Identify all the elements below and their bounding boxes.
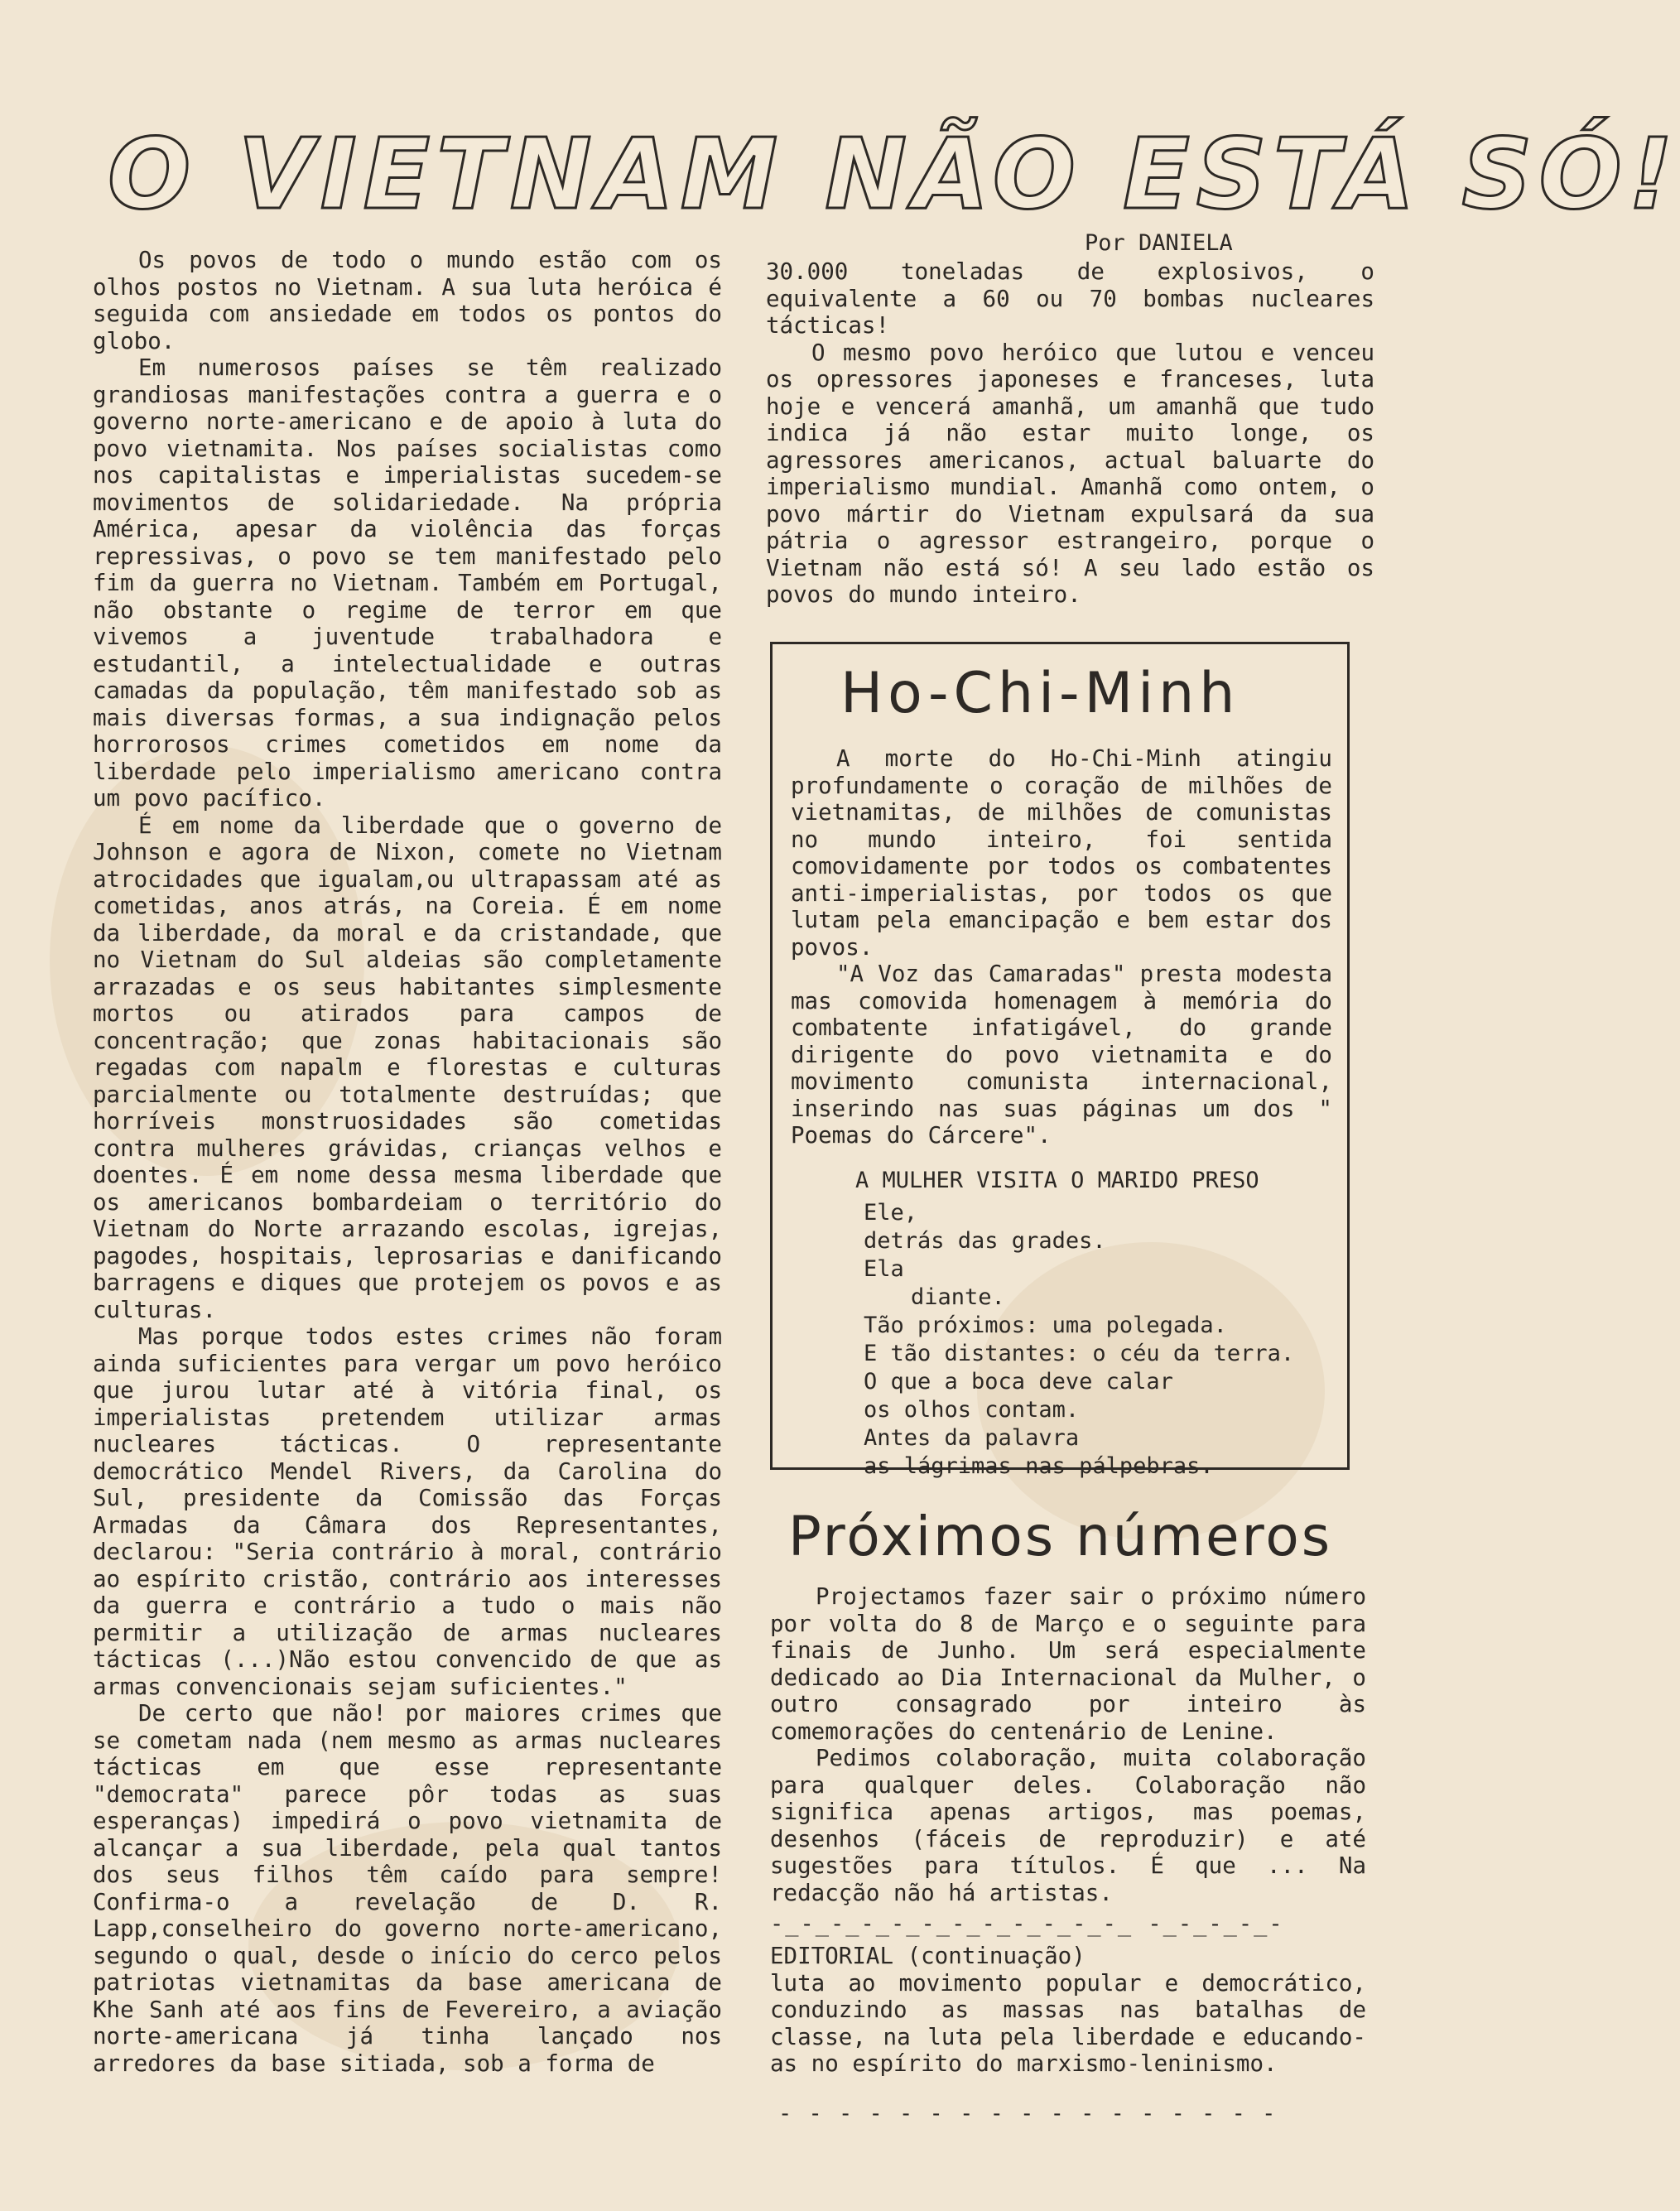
paragraph: Mas porque todos estes crimes não foram ainda suficientes para vergar um povo heróico que jurou lutar até à vitória final, os imperialistas pretendem utilizar armas nucleares tácticas. O representante democrático Mendel Rivers, da Carolina do Sul, presidente da Comissão das Forças Armadas da Câmara dos Representantes, declarou: "Seria contrário à moral, contrário ao espírito cristão, contrário aos interesses da guerra e contrário a tudo o mais não permitir a utilização de armas nucleares tácticas (...)Não estou convencido de que as armas convencionais sejam suficientes." bbox=[93, 1323, 722, 1700]
paragraph: 30.000 toneladas de explosivos, o equivalente a 60 ou 70 bombas nucleares tácticas! bbox=[766, 258, 1374, 339]
editorial-heading: EDITORIAL (continuação) bbox=[770, 1943, 1086, 1969]
poem-line: diante. bbox=[911, 1284, 1005, 1310]
editorial-text: luta ao movimento popular e democrático, conduzindo as massas nas batalhas de classe, na luta pela liberdade e educando-as no espírito do marxismo-leninismo. bbox=[770, 1969, 1366, 2077]
paragraph: Os povos de todo o mundo estão com os olhos postos no Vietnam. A sua luta heróica é seguida com ansiedade em todos os pontos do globo. bbox=[93, 247, 722, 354]
paragraph: De certo que não! por maiores crimes que se cometam nada (nem mesmo as armas nucleares tácticas em que esse representante "democrata" parece pôr todas as suas esperanças) impedirá o povo vietnamita de alcançar a sua liberdade, pela qual tantos dos seus filhos têm caído para sempre! Confirma-o a revelação de D. R. Lapp,conselheiro do governo norte-americano, segundo o qual, desde o início do cerco pelos patriotas vietnamitas da base americana de Khe Sanh até aos fins de Fevereiro, a aviação norte-americana já tinha lançado nos arredores da base sitiada, sob a forma de bbox=[93, 1700, 722, 2077]
poem-line: Ela bbox=[864, 1256, 904, 1282]
paragraph: É em nome da liberdade que o governo de Johnson e agora de Nixon, comete no Vietnam atrocidades que igualam,ou ultrapassam até as cometidas, anos atrás, na Coreia. É em nome da liberdade, da moral e da cristandade, que no Vietnam do Sul aldeias são completamente arrazadas e os seus habitantes simplesmente mortos ou atirados para campos de concentração; que zonas habitacionais são regadas com napalm e florestas e culturas parcialmente ou totalmente destruídas; que horríveis monstruosidades são cometidas contra mulheres grávidas, crianças velhos e doentes. É em nome dessa mesma liberdade que os americanos bombardeiam o território do Vietnam do Norte arrazando escolas, igrejas, pagodes, hospitais, leprosarias e danificando barragens e diques que protejem os povos e as culturas. bbox=[93, 812, 722, 1323]
divider: - - - - - - - - - - - - - - - - - bbox=[778, 2100, 1278, 2127]
box-title: Ho-Chi-Minh bbox=[840, 661, 1240, 726]
poem-title: A MULHER VISITA O MARIDO PRESO bbox=[855, 1167, 1259, 1193]
poem-line: Antes da palavra bbox=[864, 1425, 1080, 1451]
paragraph: "A Voz das Camaradas" presta modesta mas comovida homenagem à memória do combatente infatigável, do grande dirigente do povo vietnamita e do movimento comunista internacional, inserindo nas suas páginas um dos " Poemas do Cárcere". bbox=[791, 961, 1332, 1149]
proximos-title: Próximos números bbox=[788, 1505, 1333, 1568]
byline: Por DANIELA bbox=[1085, 230, 1233, 256]
poem-line: Tão próximos: uma polegada. bbox=[864, 1313, 1227, 1338]
paragraph: A morte do Ho-Chi-Minh atingiu profundamente o coração de milhões de vietnamitas, de milhões de comunistas no mundo inteiro, foi sentida comovidamente por todos os combatentes anti-imperialistas, por todos os que lutam pela emancipação e bem estar dos povos. bbox=[791, 745, 1332, 961]
poem-line: os olhos contam. bbox=[864, 1397, 1080, 1423]
left-column bbox=[93, 247, 722, 2077]
right-column bbox=[766, 258, 1374, 609]
poem-line: E tão distantes: o céu da terra. bbox=[864, 1341, 1295, 1366]
poem-line: O que a boca deve calar bbox=[864, 1369, 1173, 1395]
ho-chi-minh-box bbox=[770, 642, 1350, 1479]
box-text bbox=[791, 745, 1332, 1149]
proximos-section bbox=[770, 1499, 1366, 2132]
divider: -_-_-_-_-_-_-_-_-_-_-_-_ -_-_-_-_- bbox=[770, 1911, 1284, 1937]
poem-line: Ele, bbox=[864, 1200, 918, 1226]
proximos-text bbox=[770, 1583, 1366, 2129]
headline: O VIETNAM NÃO ESTÁ SÓ! bbox=[108, 117, 1680, 231]
paragraph: Em numerosos países se têm realizado grandiosas manifestações contra a guerra e o governo norte-americano e de apoio à luta do povo vietnamita. Nos países socialistas como nos capitalistas e imperialistas sucedem-se movimentos de solidariedade. Na própria América, apesar da violência das forças repressivas, o povo se tem manifestado pelo fim da guerra no Vietnam. Também em Portugal, não obstante o regime de terror em que vivemos a juventude trabalhadora e estudantil, a intelectualidade e outras camadas da população, têm manifestado sob as mais diversas formas, a sua indignação pelos horrorosos crimes cometidos em nome da liberdade pelo imperialismo americano contra um povo pacífico. bbox=[93, 354, 722, 812]
paragraph: O mesmo povo heróico que lutou e venceu os opressores japoneses e franceses, luta hoje e vencerá amanhã, um amanhã que tudo indica já não estar muito longe, os agressores americanos, actual baluarte do imperialismo mundial. Amanhã como ontem, o povo mártir do Vietnam expulsará da sua pátria o agressor estrangeiro, porque o Vietnam não está só! A seu lado estão os povos do mundo inteiro. bbox=[766, 339, 1374, 608]
poem-line: detrás das grades. bbox=[864, 1228, 1106, 1254]
poem bbox=[791, 1199, 1332, 1481]
paragraph: Projectamos fazer sair o próximo número por volta do 8 de Março e o seguinte para finais de Junho. Um será especialmente dedicado ao Dia Internacional da Mulher, o outro consagrado por inteiro às comemorações do centenário de Lenine. bbox=[770, 1583, 1366, 1745]
paragraph: Pedimos colaboração, muita colaboração para qualquer deles. Colaboração não significa apenas artigos, mas poemas, desenhos (fáceis de reproduzir) e até sugestões para títulos. É que ... Na redacção não há artistas. bbox=[770, 1745, 1366, 1906]
poem-line: as lágrimas nas pálpebras. bbox=[864, 1453, 1214, 1479]
